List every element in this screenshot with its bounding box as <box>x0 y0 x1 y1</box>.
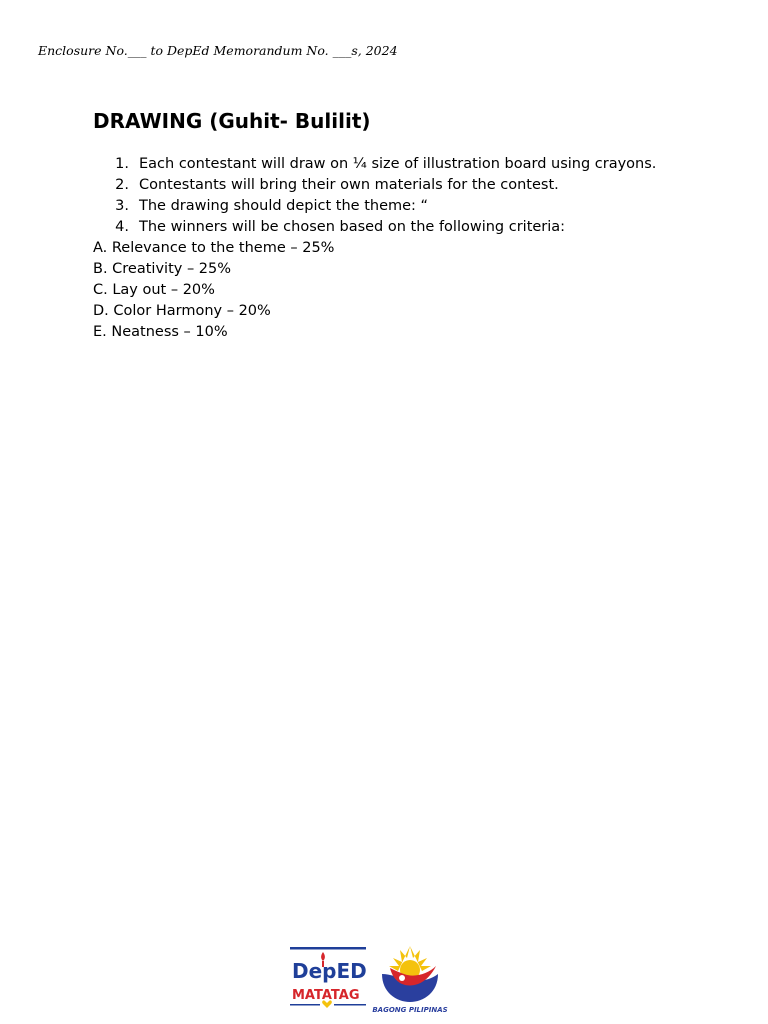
criteria-item: C. Lay out – 20% <box>93 282 215 298</box>
enclosure-header: Enclosure No.___ to DepEd Memorandum No. ___s, 2024 <box>38 43 398 58</box>
list-item-text: The drawing should depict the theme: “ <box>139 198 429 214</box>
list-item-text: The winners will be chosen based on the following criteria: <box>139 219 566 235</box>
deped-matatag-logo <box>290 947 367 1008</box>
footer-logos <box>290 944 460 1016</box>
list-item-number: 2. <box>115 177 129 193</box>
list-item-text: Each contestant will draw on ¼ size of illustration board using crayons. <box>139 156 657 172</box>
criteria-item: B. Creativity – 25% <box>93 261 232 277</box>
section-title: DRAWING (Guhit- Bulilit) <box>93 109 371 133</box>
bagong-pilipinas-text: BAGONG PILIPINAS <box>372 1006 448 1014</box>
criteria-item: E. Neatness – 10% <box>93 324 228 340</box>
list-item-text: Contestants will bring their own materials for the contest. <box>139 177 559 193</box>
criteria-item: A. Relevance to the theme – 25% <box>93 240 335 256</box>
matatag-text: MATATAG <box>292 988 360 1003</box>
list-item-number: 4. <box>115 219 129 235</box>
deped-logo-text: DepED <box>292 959 367 983</box>
bagong-pilipinas-logo <box>372 946 447 1014</box>
criteria-list <box>93 238 334 343</box>
criteria-item: D. Color Harmony – 20% <box>93 303 271 319</box>
list-item-number: 1. <box>115 156 129 172</box>
list-item-number: 3. <box>115 198 129 214</box>
